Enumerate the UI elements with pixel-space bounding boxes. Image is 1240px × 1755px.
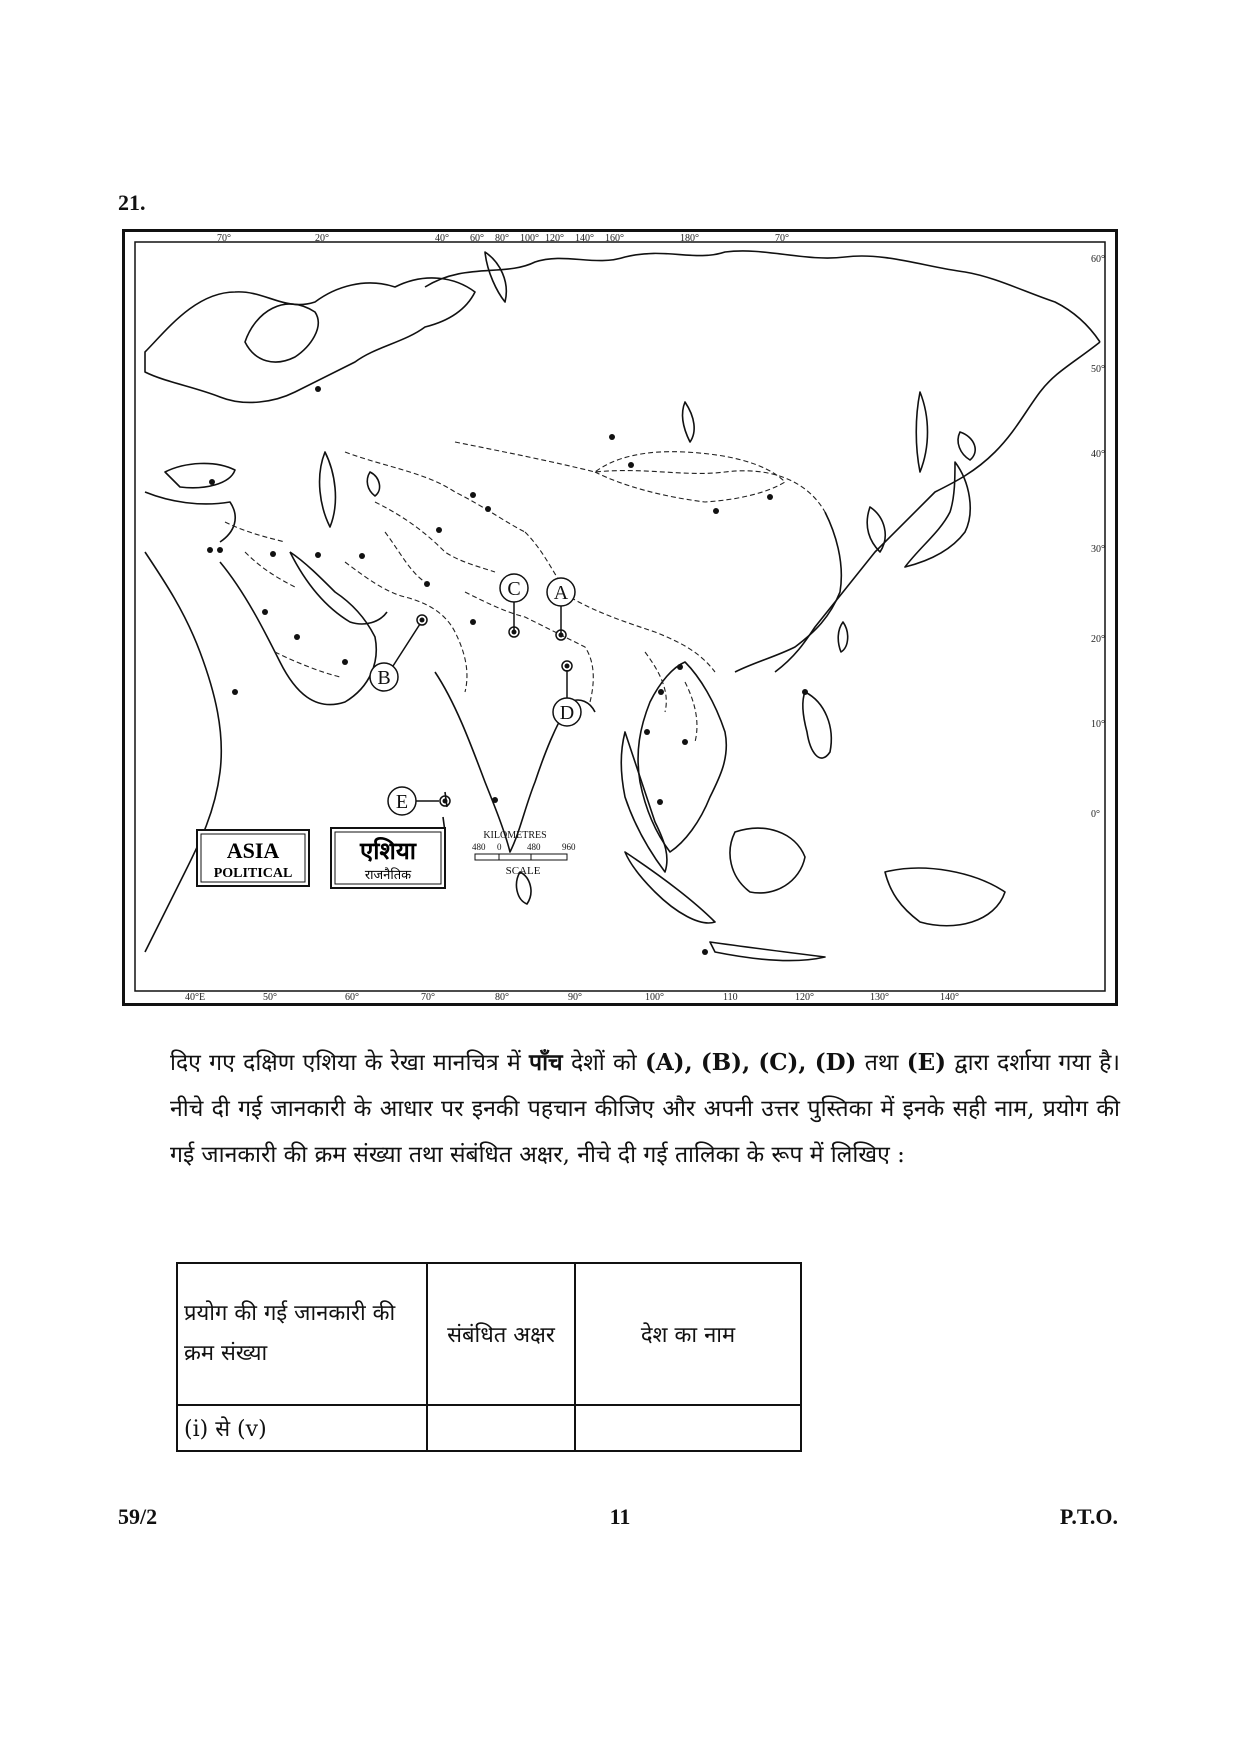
marker-c-label: C — [507, 578, 521, 600]
marker-a-point-dot — [559, 633, 564, 638]
capital-dot — [262, 609, 268, 615]
capital-dot — [315, 552, 321, 558]
caspian-sea — [320, 452, 336, 527]
africa-edge — [145, 552, 221, 952]
marker-e-point-dot — [443, 799, 448, 804]
top-lon-8: 160° — [605, 233, 624, 244]
capital-dot — [767, 494, 773, 500]
header-country-name: देश का नाम — [575, 1263, 801, 1405]
baikal — [683, 402, 695, 442]
siberia-north-coast — [425, 251, 1100, 342]
map-scale — [472, 830, 576, 877]
top-lon-2: 40° — [435, 233, 449, 244]
japan-hokkaido — [958, 432, 975, 460]
bottom-lon-9: 130° — [870, 992, 889, 1003]
bottom-lon-2: 60° — [345, 992, 359, 1003]
svg-text:ASIA: ASIA — [226, 838, 280, 863]
mongolia-border — [595, 452, 785, 502]
india-border — [465, 592, 593, 702]
capital-dot — [342, 659, 348, 665]
india-coast — [435, 672, 570, 852]
marker-b-leader — [393, 624, 420, 666]
capital-dot — [359, 553, 365, 559]
paper-code: 59/2 — [118, 1504, 158, 1529]
please-turn-over: P.T.O. — [1059, 1504, 1118, 1529]
bottom-lon-4: 80° — [495, 992, 509, 1003]
table-row — [177, 1405, 801, 1451]
answer-table — [176, 1262, 802, 1452]
marker-b-label: B — [377, 667, 391, 689]
bottom-lon-3: 70° — [421, 992, 435, 1003]
europe-coast — [145, 278, 475, 403]
russia-china-border — [455, 442, 825, 512]
bottom-lon-7: 110 — [723, 992, 738, 1003]
novaya-zemlya — [485, 252, 506, 302]
bottom-lon-8: 120° — [795, 992, 814, 1003]
top-lon-10: 70° — [775, 233, 789, 244]
capital-dot — [217, 547, 223, 553]
svg-text:480: 480 — [472, 842, 486, 852]
kazakh-border — [345, 452, 525, 532]
marker-a-label: A — [553, 582, 569, 604]
top-lon-3: 60° — [470, 233, 484, 244]
map-title-english — [197, 830, 309, 886]
central-asia-borders — [375, 502, 495, 582]
cell-country — [575, 1405, 801, 1451]
capital-dot — [270, 551, 276, 557]
top-lon-7: 140° — [575, 233, 594, 244]
capital-dot — [644, 729, 650, 735]
svg-text:POLITICAL: POLITICAL — [213, 866, 293, 881]
arabian-peninsula — [220, 552, 376, 705]
far-east-coast — [775, 342, 1100, 672]
iran-afgh-pak — [345, 562, 467, 692]
middle-east-borders — [225, 522, 295, 587]
sumatra — [625, 852, 715, 923]
marker-e-label: E — [395, 791, 409, 813]
right-lat-4: 20° — [1091, 634, 1105, 645]
capital-dot — [209, 479, 215, 485]
capital-dot — [802, 689, 808, 695]
top-lon-0: 70° — [217, 233, 231, 244]
top-lon-4: 80° — [495, 233, 509, 244]
bottom-lon-10: 140° — [940, 992, 959, 1003]
right-lat-3: 30° — [1091, 544, 1105, 555]
turkey-coast — [145, 492, 235, 542]
capital-dot — [682, 739, 688, 745]
map-drawing — [125, 232, 1115, 1003]
svg-text:एशिया: एशिया — [360, 837, 416, 865]
capital-dot — [294, 634, 300, 640]
marker-d-label: D — [559, 702, 575, 724]
header-serial-number: प्रयोग की गई जानकारी की क्रम संख्या — [177, 1263, 427, 1405]
right-lat-0: 60° — [1091, 254, 1105, 265]
capital-dot — [470, 619, 476, 625]
cell-serial-range: (i) से (v) — [177, 1405, 427, 1451]
header-related-letter: संबंधित अक्षर — [427, 1263, 575, 1405]
capital-dot — [628, 462, 634, 468]
svg-text:960: 960 — [562, 842, 576, 852]
cell-letter — [427, 1405, 575, 1451]
arabia-borders — [275, 652, 340, 677]
svg-text:480: 480 — [527, 842, 541, 852]
china-east-coast — [735, 512, 841, 672]
svg-text:KILOMETRES: KILOMETRES — [483, 830, 547, 841]
marker-c-point-dot — [512, 630, 517, 635]
sakhalin — [916, 392, 927, 472]
capital-dot — [470, 492, 476, 498]
borneo — [730, 828, 805, 893]
capital-dot — [657, 799, 663, 805]
taiwan — [838, 622, 847, 652]
java — [710, 942, 825, 961]
right-lat-2: 40° — [1091, 449, 1105, 460]
page-number: 11 — [609, 1504, 631, 1529]
bottom-lon-0: 40°E — [185, 992, 206, 1003]
capital-dot — [436, 527, 442, 533]
question-number: 21. — [118, 190, 146, 215]
svg-text:SCALE: SCALE — [505, 865, 541, 877]
scandinavia-coast — [245, 304, 318, 362]
capital-dot — [609, 434, 615, 440]
top-lon-9: 180° — [680, 233, 699, 244]
bottom-lon-6: 100° — [645, 992, 664, 1003]
capital-dot — [424, 581, 430, 587]
svg-text:0: 0 — [497, 842, 502, 852]
marker-d-point-dot — [565, 664, 570, 669]
capital-dot — [207, 547, 213, 553]
capital-dot — [315, 386, 321, 392]
maldives — [443, 792, 447, 832]
capital-dot — [713, 508, 719, 514]
bottom-lon-5: 90° — [568, 992, 582, 1003]
instructions-paragraph: दिए गए दक्षिण एशिया के रेखा मानचित्र में पाँच देशों को (A), (B), (C), (D) तथा (E) द्वारा दर्शाया गया है। नीचे दी गई जानकारी के आधार पर इनकी पहचान कीजिए और अपनी उत्तर पुस्तिका में इनके सही नाम, प्रयोग की गई जानकारी की क्रम संख्या तथा संबंधित अक्षर, नीचे दी गई तालिका के रूप में लिखिए : — [170, 1049, 1121, 1168]
bottom-lon-1: 50° — [263, 992, 277, 1003]
top-lon-6: 120° — [545, 233, 564, 244]
right-lat-6: 0° — [1091, 809, 1100, 820]
map-title-hindi — [331, 828, 445, 888]
capital-dot — [232, 689, 238, 695]
top-lon-1: 20° — [315, 233, 329, 244]
right-lat-1: 50° — [1091, 364, 1105, 375]
top-lon-5: 100° — [520, 233, 539, 244]
capital-dot — [677, 664, 683, 670]
capital-dot — [492, 797, 498, 803]
aral-sea — [367, 472, 379, 496]
table-header-row — [177, 1263, 801, 1405]
philippines — [803, 692, 831, 758]
indochina — [638, 662, 726, 852]
marker-b-point-dot — [420, 618, 425, 623]
capital-dot — [485, 506, 491, 512]
right-lat-5: 10° — [1091, 719, 1105, 730]
svg-text:राजनैतिक: राजनैतिक — [364, 868, 412, 883]
capital-dot — [658, 689, 664, 695]
asia-political-map — [122, 229, 1118, 1006]
capital-dot — [702, 949, 708, 955]
black-sea — [165, 463, 235, 487]
new-guinea — [885, 868, 1005, 926]
